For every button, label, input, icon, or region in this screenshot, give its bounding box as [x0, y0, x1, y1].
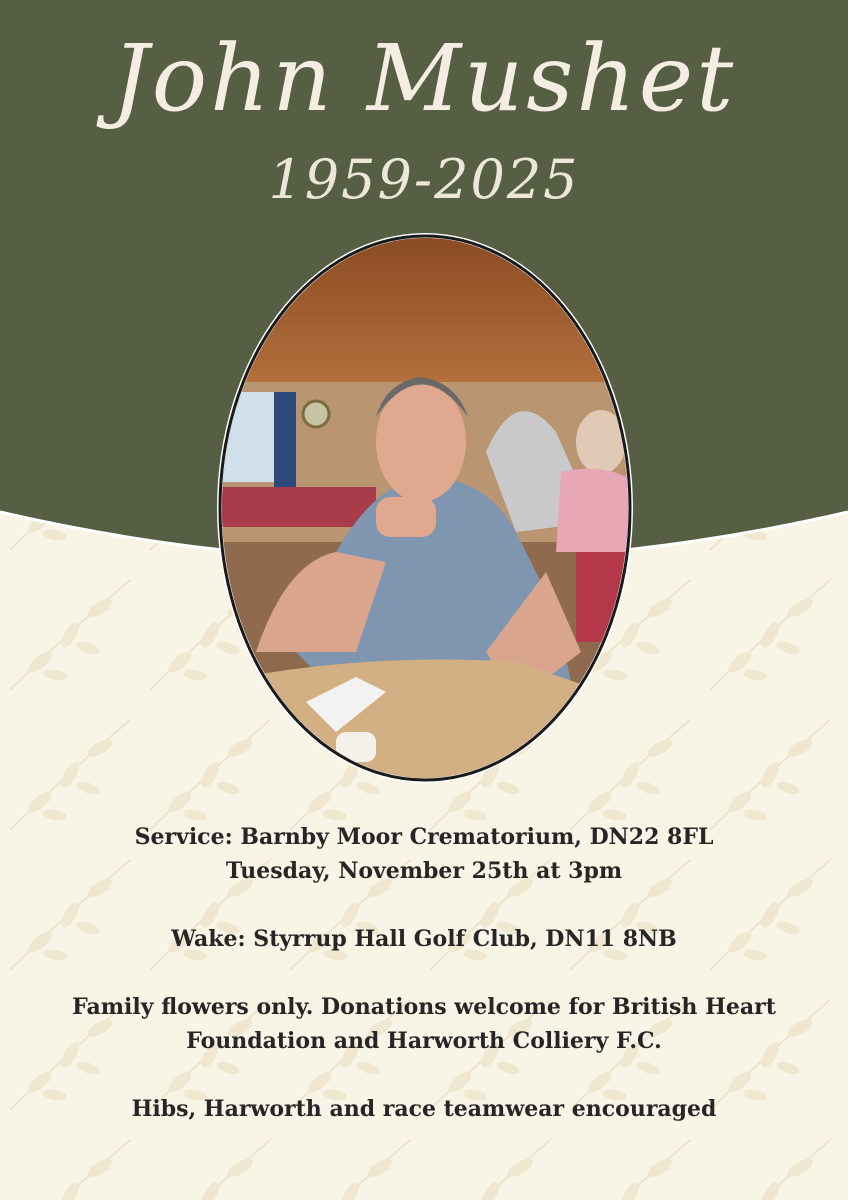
service-details: [30, 820, 818, 1126]
wake-location: Wake: Styrrup Hall Golf Club, DN11 8NB: [171, 926, 677, 952]
service-datetime: Tuesday, November 25th at 3pm: [225, 858, 623, 884]
portrait-photo-icon: [216, 232, 634, 784]
flowers-note-line2: Foundation and Harworth Colliery F.C.: [186, 1028, 662, 1054]
flowers-note-line1: Family flowers only. Donations welcome for British Heart: [72, 994, 776, 1020]
life-years: 1959-2025: [268, 148, 580, 211]
dress-code: Hibs, Harworth and race teamwear encouraged: [131, 1096, 717, 1122]
deceased-name: John Mushet: [111, 25, 737, 132]
service-location: Service: Barnby Moor Crematorium, DN22 8FL: [134, 824, 714, 850]
